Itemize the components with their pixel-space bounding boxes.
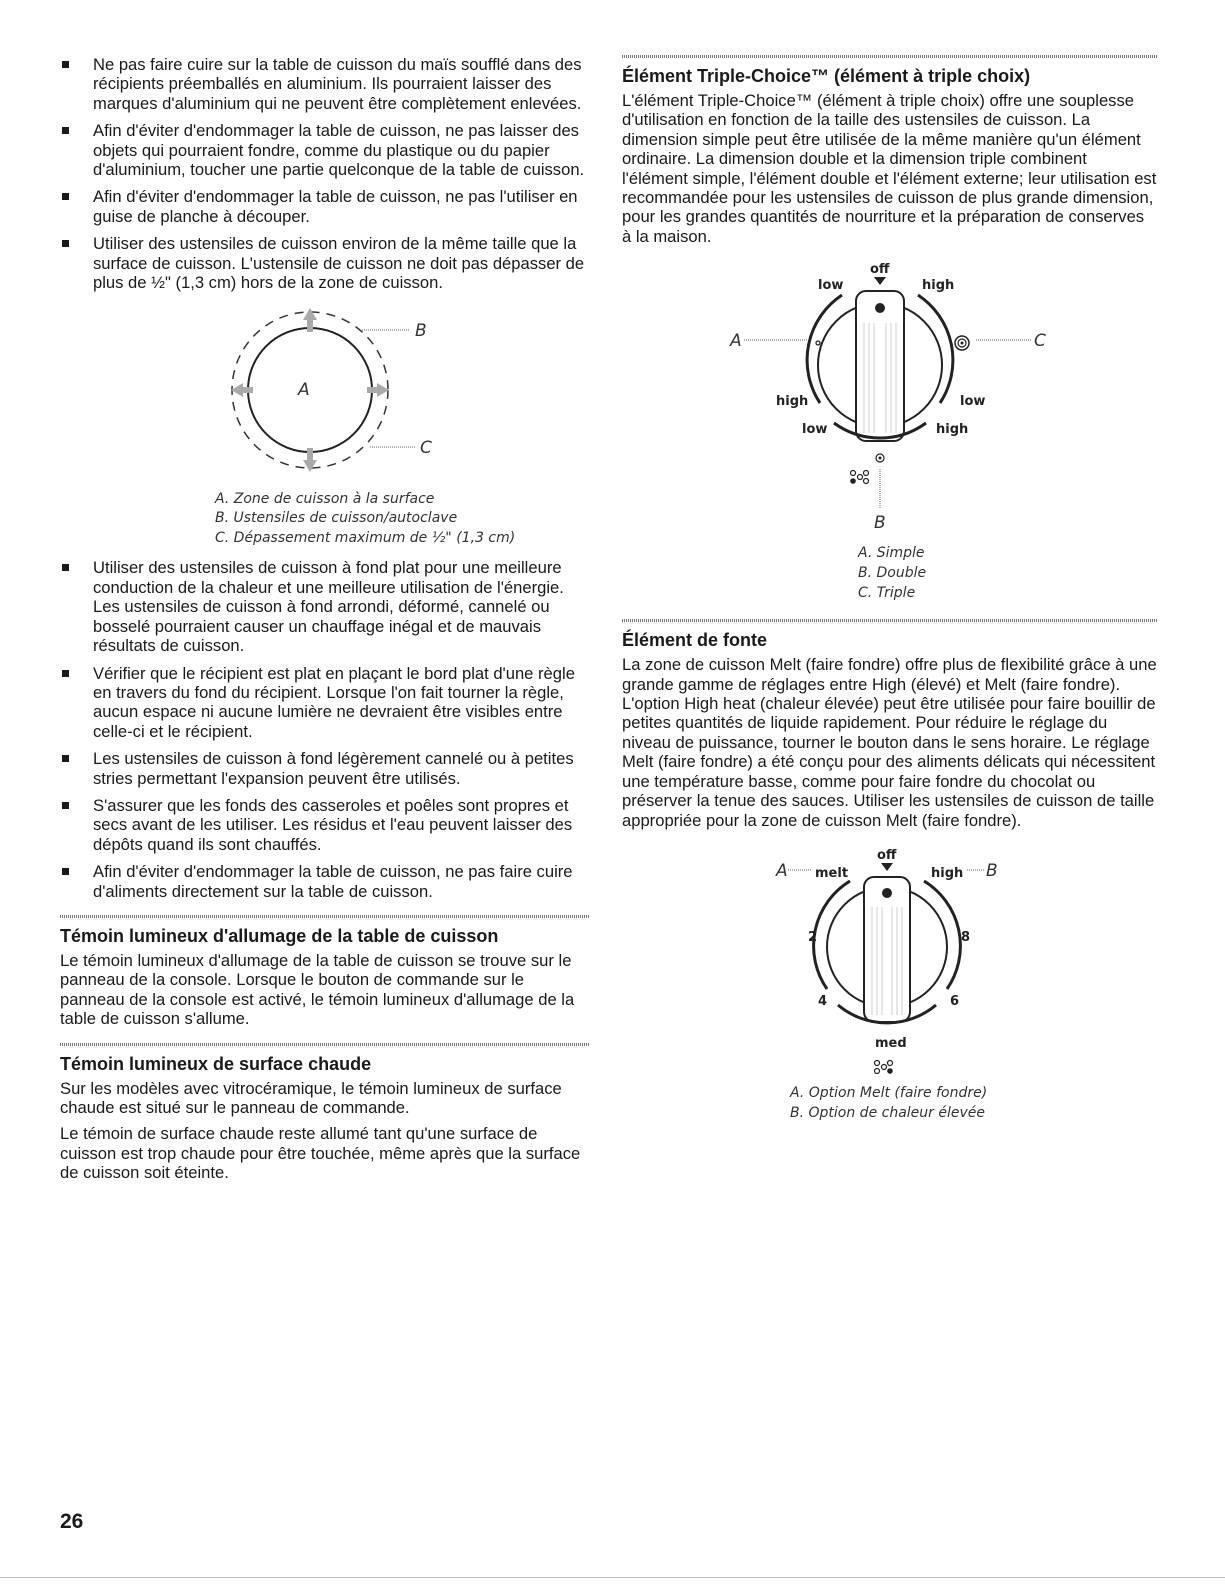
figure-label-a: A <box>776 860 788 881</box>
melt-knob-diagram <box>622 837 1157 1137</box>
section-title: Élément de fonte <box>622 630 768 651</box>
paragraph: Le témoin lumineux d'allumage de la table de cuisson se trouve sur le panneau de la console. Lorsque le bouton de commande sur le panneau de la console est activé, le témoin lumineux d'allumage de la table de cuisson s'allume. <box>60 950 575 1029</box>
figure-caption: C. Triple <box>858 585 916 602</box>
figure-label-b: B <box>415 321 427 342</box>
knob-high-label: high <box>922 278 955 294</box>
figure-label-c: C <box>1034 331 1046 352</box>
triple-choice-knob-figure <box>622 253 1157 603</box>
figure-label-a: A <box>730 331 742 352</box>
section-divider <box>622 55 1157 58</box>
knob-setting-8: 8 <box>961 929 971 945</box>
figure-label-b: B <box>986 860 998 881</box>
melt-knob-figure <box>622 837 1157 1137</box>
section-divider <box>60 915 590 918</box>
list-item: Utiliser des ustensiles de cuisson à fond plat pour une meilleure conduction de la chaleur et une meilleure utilisation de l'énergie. Les ustensiles de cuisson à fond arrondi, déformé, cannelé ou bosselé pourraient causer un chauffage inégal et de mauvais résultats de cuisson. <box>60 558 590 655</box>
right-column <box>622 55 1157 1137</box>
figure-label-a: A <box>298 380 310 401</box>
figure-label-b: B <box>874 513 886 534</box>
triple-choice-knob-diagram <box>622 253 1157 603</box>
knob-low-label: low <box>802 422 828 438</box>
knob-setting-2: 2 <box>808 929 818 945</box>
knob-high-label: high <box>931 865 964 881</box>
list-item: Ne pas faire cuire sur la table de cuisson du maïs soufflé dans des récipients préemballés en aluminium. Ils pourraient laisser des marques d'aluminium qui ne peuvent être complètement enlevées. <box>60 55 590 113</box>
page-bottom-line <box>0 1577 1225 1578</box>
paragraph: Le témoin de surface chaude reste allumé tant qu'une surface de cuisson est trop chaude pour être touchée, même après que la surface de cuisson soit éteinte. <box>60 1124 581 1183</box>
figure-label-c: C <box>420 438 432 459</box>
list-item: Vérifier que le récipient est plat en plaçant le bord plat d'une règle en travers du fond du récipient. Lorsque l'on fait tourner la règle, aucun espace ni aucune lumière ne devraient être visibles entre celle-ci et le récipient. <box>60 664 590 742</box>
paragraph: La zone de cuisson Melt (faire fondre) offre plus de flexibilité grâce à une grande gamme de réglages entre High (élevé) et Melt (faire fondre). L'option High heat (chaleur élevée) peut être utilisée pour faire bouillir de petites quantités de liquide rapidement. Pour réduire le réglage du niveau de puissance, tourner le bouton dans le sens horaire. Le réglage Melt (faire fondre) a été conçu pour des aliments délicats qui nécessitent une température basse, comme pour faire fondre du chocolat ou préserver la tenue des sauces. Utiliser les ustensiles de cuisson de taille appropriée pour la zone de cuisson Melt (faire fondre). <box>622 655 1157 830</box>
bullet-list-bottom <box>60 558 590 901</box>
list-item: Les ustensiles de cuisson à fond légèrement cannelé ou à petites stries permettant l'expansion peuvent être utilisés. <box>60 749 590 788</box>
knob-melt-label: melt <box>815 865 849 881</box>
knob-low-label: low <box>960 394 986 410</box>
list-item: Utiliser des ustensiles de cuisson environ de la même taille que la surface de cuisson. L'ustensile de cuisson ne doit pas dépasser de plus de ½" (1,3 cm) hors de la zone de cuisson. <box>60 234 590 292</box>
figure-caption: B. Option de chaleur élevée <box>790 1104 985 1121</box>
paragraph: L'élément Triple-Choice™ (élément à triple choix) offre une souplesse d'utilisation en fonction de la taille des ustensiles de cuisson. La dimension simple peut être utilisée de la même manière qu'un élément ordinaire. La dimension double et la dimension triple combinent l'élément simple, l'élément double et l'élément externe; leur utilisation est recommandée pour les ustensiles de cuisson de plus grande dimension, pour les grandes quantités de nourriture et la préparation de conserves à la maison. <box>622 91 1157 246</box>
figure-caption: B. Ustensiles de cuisson/autoclave <box>215 510 458 527</box>
section-title: Élément Triple-Choice™ (élément à triple choix) <box>622 66 1031 86</box>
list-item: S'assurer que les fonds des casseroles et poêles sont propres et secs avant de les utiliser. Les résidus et l'eau peuvent laisser des dépôts quand ils sont chauffés. <box>60 796 590 854</box>
page-number: 26 <box>60 1510 84 1533</box>
section-title: Témoin lumineux d'allumage de la table de cuisson <box>60 925 499 946</box>
list-item: Afin d'éviter d'endommager la table de cuisson, ne pas faire cuire d'aliments directement sur la table de cuisson. <box>60 862 590 901</box>
knob-med-label: med <box>875 1035 907 1051</box>
cookware-diagram <box>60 300 590 550</box>
figure-caption: C. Dépassement maximum de ½" (1,3 cm) <box>215 530 516 547</box>
section-divider <box>622 619 1157 622</box>
list-item: Afin d'éviter d'endommager la table de cuisson, ne pas laisser des objets qui pourraient fondre, comme du plastique ou du papier d'aluminium, toucher une partie quelconque de la table de cuisson. <box>60 121 590 179</box>
knob-low-label: low <box>818 278 844 294</box>
figure-caption: A. Zone de cuisson à la surface <box>215 491 435 508</box>
paragraph: Sur les modèles avec vitrocéramique, le témoin lumineux de surface chaude est situé sur le panneau de commande. <box>60 1078 562 1117</box>
figure-caption: A. Simple <box>858 545 925 562</box>
figure-caption: A. Option Melt (faire fondre) <box>790 1084 988 1101</box>
cookware-figure <box>60 300 590 550</box>
left-column <box>60 55 590 1190</box>
section-title: Témoin lumineux de surface chaude <box>60 1053 372 1074</box>
knob-setting-6: 6 <box>950 993 960 1009</box>
knob-off-label: off <box>870 262 890 278</box>
section-divider <box>60 1043 590 1046</box>
list-item: Afin d'éviter d'endommager la table de cuisson, ne pas l'utiliser en guise de planche à découper. <box>60 187 590 226</box>
knob-off-label: off <box>877 847 897 863</box>
knob-setting-4: 4 <box>818 993 828 1009</box>
figure-caption: B. Double <box>858 565 927 582</box>
knob-high-label: high <box>776 394 809 410</box>
bullet-list-top <box>60 55 590 292</box>
knob-high-label: high <box>936 422 969 438</box>
